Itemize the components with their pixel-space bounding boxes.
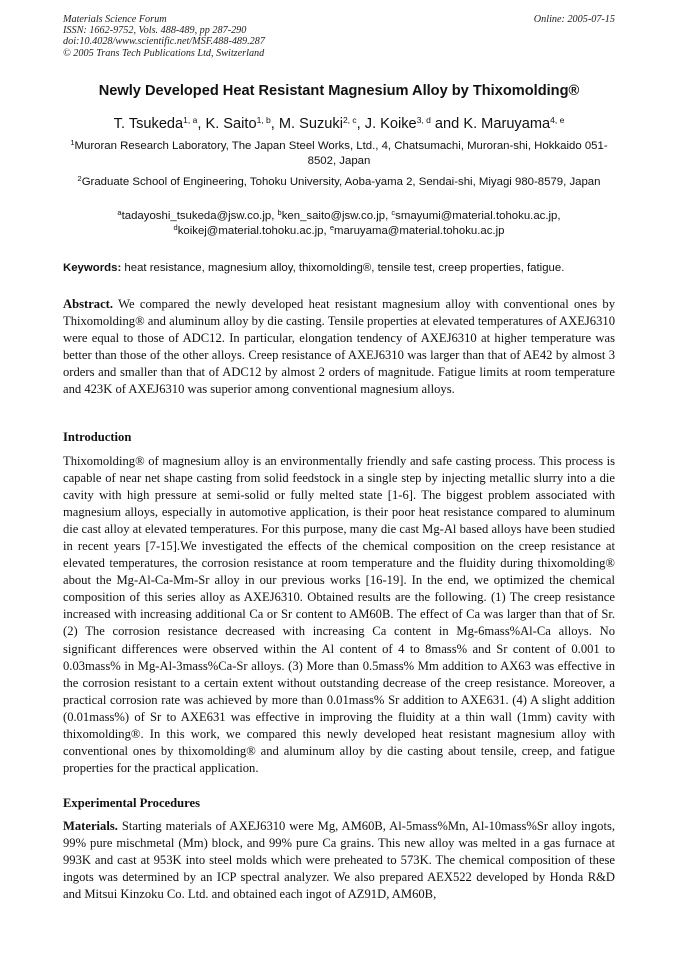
affiliation-2 — [63, 175, 615, 190]
materials-paragraph — [63, 818, 615, 903]
email-sup: c — [391, 208, 396, 217]
email-address: ken_saito@jsw.co.jp, — [281, 210, 392, 222]
email-sup: a — [117, 208, 122, 217]
online-date: Online: 2005-07-15 — [533, 14, 615, 25]
email-address: smayumi@material.tohoku.ac.jp, — [395, 210, 561, 222]
copyright-line: © 2005 Trans Tech Publications Ltd, Switzerland — [63, 47, 265, 59]
author-sep: , — [270, 116, 279, 132]
introduction-paragraph: Thixomolding® of magnesium alloy is an environmentally friendly and safe casting process. This process is capable of near net shape casting from solid feedstock in a single step by injecting metallic slurry into a die cavity with high pressure at semi-solid or fully melted state [1-6]. The biggest problem associated with magnesium alloys, especially in automotive application, is their poor heat resistance compared to aluminum die cast alloy at elevated temperatures. For this purpose, many die cast Mg-Al based alloys have been studied in recent years [7-15].We investigated the effects of the chemical composition on the creep resistance at elevated temperatures, the corrosion resistance at room temperature and the fluidity during thixomolding® about the Mg-Al-Ca-Mm-Sr alloy in our previous works [16-19]. In the end, we optimized the chemical composition of this series alloy as AXEJ6310. Obtained results are the following. (1) The creep resistance increased with increasing additional Ca or Sr content to AM60B. The effect of Ca was larger than that of Sr. (2) The corrosion resistance decreased with increasing Ca content in Mg-6mass%Al-Ca alloys. No significant differences were observed within the Al content of 4 to 8mass% and Sr content of 0.001 to 0.03mass% in Mg-Al-3mass%Ca-Sr alloys. (3) More than 0.5mass% Mm addition to AX63 was effective in the corrosion resistant to a certain extent without outstanding decrease of the creep resistance. Moreover, a practical corrosion rate was achieved by more than 0.01mass% Sr addition to AXE631. (4) A slight addition (0.01mass%) of Sr to AXE631 was effective in improving the fluidity at a thin wall (1mm) cavity with thixomolding®. In this work, we compared this newly developed heat resistant magnesium alloy with conventional ones by thixomolding® and aluminum alloy by die casting about tensile, creep, and fatigue properties for the practical application. — [63, 454, 615, 775]
affiliation-sup: 2 — [77, 174, 82, 183]
author-sup: 1, a — [183, 115, 198, 125]
keywords-text: heat resistance, magnesium alloy, thixomolding®, tensile test, creep properties, fatigue. — [121, 262, 565, 274]
affiliation-text: Graduate School of Engineering, Tohoku University, Aoba-yama 2, Sendai-shi, Miyagi 980-8579, Japan — [81, 176, 601, 188]
author-sup: 4, e — [550, 115, 565, 125]
author-name: J. Koike — [364, 116, 417, 132]
author-sep: and — [430, 116, 464, 132]
email-address: tadayoshi_tsukeda@jsw.co.jp, — [121, 210, 278, 222]
abstract-text: We compared the newly developed heat resistant magnesium alloy with conventional ones by Thixomolding® and aluminum alloy by die casting. Tensile properties at elevated temperatures of AXEJ6310 were equal to those of ADC12. In particular, elongation tendency of AXEJ6310 at higher temperature was better than those of the other alloys. Creep resistance of AXEJ6310 was larger than that of AE42 by almost 3 orders and smaller than that of ADC12 by almost 2 orders of magnitude. Fatigue limits at room temperature and 423K of AXEJ6310 was superior among conventional magnesium alloys. — [63, 297, 615, 397]
keywords-line — [63, 261, 623, 276]
experimental-heading: Experimental Procedures — [63, 796, 200, 810]
materials-label: Materials. — [63, 819, 118, 833]
author-name: K. Maruyama — [463, 116, 551, 132]
email-list — [63, 209, 615, 239]
journal-header — [63, 14, 615, 59]
author-list — [30, 115, 648, 133]
author-sup: 1, b — [256, 115, 271, 125]
affiliation-sup: 1 — [70, 138, 75, 147]
introduction-heading: Introduction — [63, 430, 132, 444]
author-sep: , — [197, 116, 206, 132]
email-sup: e — [329, 223, 334, 232]
author-name: T. Tsukeda — [113, 116, 184, 132]
email-sup: b — [277, 208, 282, 217]
author-name: M. Suzuki — [278, 116, 343, 132]
email-address: maruyama@material.tohoku.ac.jp — [333, 225, 505, 237]
affiliation-1 — [63, 139, 615, 169]
keywords-label: Keywords: — [63, 262, 122, 274]
doi-line: doi:10.4028/www.scientific.net/MSF.488-489.287 — [63, 36, 265, 48]
affiliation-text: Muroran Research Laboratory, The Japan Steel Works, Ltd., 4, Chatsumachi, Muroran-shi, Hokkaido 051-8502, Japan — [74, 140, 608, 167]
abstract-paragraph — [63, 296, 615, 398]
author-sup: 3, d — [416, 115, 431, 125]
issn-line: ISSN: 1662-9752, Vols. 488-489, pp 287-290 — [63, 25, 247, 37]
materials-text: Starting materials of AXEJ6310 were Mg, AM60B, Al-5mass%Mn, Al-10mass%Sr alloy ingots, 99% pure mischmetal (Mm) block, and 99% pure Ca grains. This new alloy was melted in a gas furnace at 993K and cast at 953K into steel molds which were preheated to 573K. The chemical composition of these ingots was determined by an ICP spectral analyzer. We also prepared AEX522 developed by Honda R&D and Mitsui Kinzoku Co. Ltd. and obtained each ingot of AZ91D, AM60B, — [63, 819, 615, 902]
email-sup: d — [173, 223, 178, 232]
author-sep: , — [356, 116, 365, 132]
author-sup: 2, c — [342, 115, 357, 125]
journal-name: Materials Science Forum — [63, 14, 167, 25]
paper-title: Newly Developed Heat Resistant Magnesium Alloy by Thixomolding® — [98, 83, 580, 99]
abstract-label: Abstract. — [63, 297, 114, 311]
author-name: K. Saito — [205, 116, 257, 132]
email-address: koikej@material.tohoku.ac.jp, — [177, 225, 330, 237]
